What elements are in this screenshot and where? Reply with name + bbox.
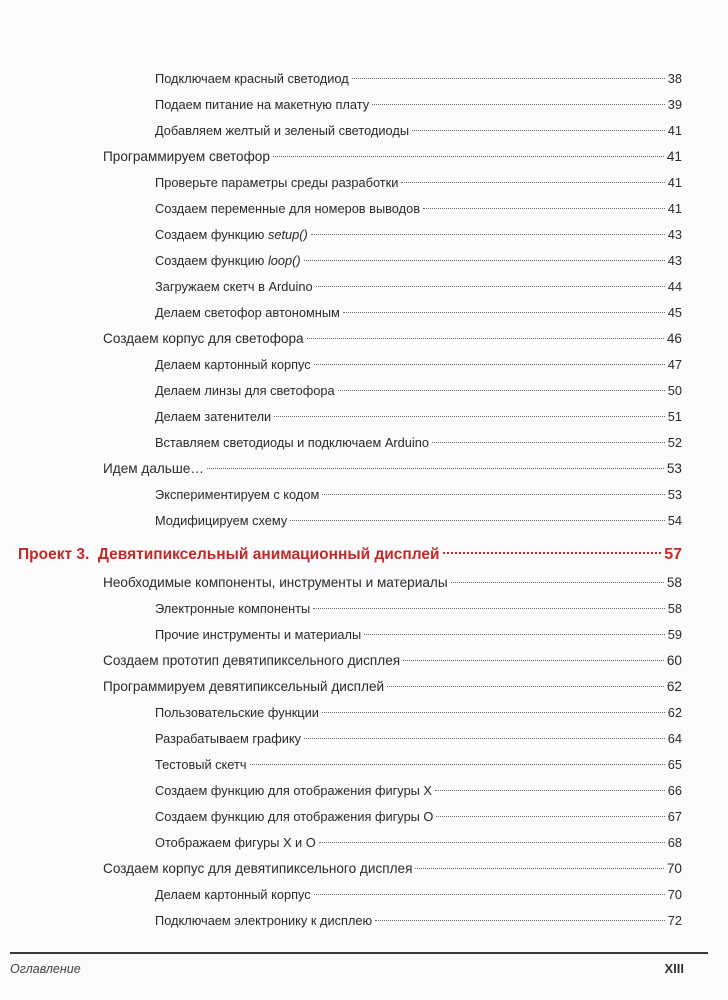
- dot-leader: [423, 208, 665, 209]
- toc-entry-page: 43: [667, 227, 682, 242]
- toc-entry[interactable]: [0, 882, 728, 908]
- dot-leader: [314, 364, 665, 365]
- code-identifier: setup(): [267, 227, 308, 242]
- toc-section[interactable]: [0, 856, 728, 882]
- toc-entry-title: Подключаем красный светодиод: [155, 71, 349, 86]
- toc-entry-title: Создаем функцию для отображения фигуры Х: [155, 783, 432, 798]
- toc-entry[interactable]: [0, 482, 728, 508]
- toc-entry-page: 66: [667, 783, 682, 798]
- toc-entry[interactable]: [0, 92, 728, 118]
- toc-entry-title: Делаем затенители: [155, 409, 272, 424]
- dot-leader: [375, 920, 665, 921]
- toc-entry[interactable]: [0, 596, 728, 622]
- toc-entry-page: 58: [667, 601, 682, 616]
- toc-entry-title: Прочие инструменты и материалы: [155, 627, 362, 642]
- toc-entry[interactable]: [0, 248, 728, 274]
- toc-entry-page: 54: [667, 513, 682, 528]
- toc-entry[interactable]: [0, 378, 728, 404]
- dot-leader: [316, 286, 665, 287]
- toc-section-title: Идем дальше…: [103, 461, 204, 476]
- toc-entry-title-text: Создаем функцию: [155, 227, 268, 242]
- dot-leader: [314, 894, 665, 895]
- toc-project-title: Проект 3. Девятипиксельный анимационный дисплей: [18, 546, 440, 563]
- table-of-contents: [0, 66, 728, 934]
- dot-leader: [319, 842, 665, 843]
- dot-leader: [290, 520, 665, 521]
- toc-entry-title: Проверьте параметры среды разработки: [155, 175, 399, 190]
- toc-entry[interactable]: [0, 700, 728, 726]
- toc-entry-page: 72: [667, 913, 682, 928]
- dot-leader: [372, 104, 665, 105]
- dot-leader: [387, 686, 664, 687]
- dot-leader: [412, 130, 665, 131]
- dot-leader: [451, 582, 664, 583]
- dot-leader: [274, 416, 665, 417]
- toc-entry-title: Создаем переменные для номеров выводов: [155, 201, 421, 216]
- dot-leader: [250, 764, 665, 765]
- toc-entry[interactable]: [0, 404, 728, 430]
- toc-project-page: 57: [664, 546, 682, 563]
- dot-leader: [322, 494, 665, 495]
- toc-entry[interactable]: [0, 804, 728, 830]
- dot-leader: [322, 712, 665, 713]
- toc-entry[interactable]: [0, 118, 728, 144]
- toc-entry-title: [155, 248, 301, 274]
- toc-entry-title: Вставляем светодиоды и подключаем Arduino: [155, 435, 429, 450]
- toc-entry-page: 67: [667, 809, 682, 824]
- toc-section-title: Программируем девятипиксельный дисплей: [103, 679, 385, 694]
- dot-leader: [207, 468, 664, 469]
- toc-entry-title: Подаем питание на макетную плату: [155, 97, 370, 112]
- toc-entry[interactable]: [0, 274, 728, 300]
- toc-entry-title: Делаем линзы для светофора: [155, 383, 335, 398]
- toc-entry[interactable]: [0, 170, 728, 196]
- toc-section-title: Необходимые компоненты, инструменты и материалы: [103, 575, 448, 590]
- toc-entry-page: 59: [667, 627, 682, 642]
- footer-divider: [10, 952, 708, 954]
- footer-section-name: Оглавление: [10, 962, 81, 976]
- toc-entry[interactable]: [0, 430, 728, 456]
- toc-entry-title: [155, 222, 308, 248]
- dot-leader: [436, 816, 664, 817]
- toc-entry-page: 41: [667, 201, 682, 216]
- toc-entry-title: Делаем картонный корпус: [155, 357, 311, 372]
- toc-entry-page: 62: [667, 705, 682, 720]
- dot-leader: [432, 442, 665, 443]
- toc-entry-page: 52: [667, 435, 682, 450]
- toc-section-page: 62: [666, 679, 682, 694]
- toc-entry-page: 70: [667, 887, 682, 902]
- toc-entry-title: Создаем функцию для отображения фигуры О: [155, 809, 434, 824]
- toc-entry-page: 38: [667, 71, 682, 86]
- dot-leader: [415, 868, 663, 869]
- toc-section[interactable]: [0, 674, 728, 700]
- toc-section-page: 58: [666, 575, 682, 590]
- toc-entry-title: Модифицируем схему: [155, 513, 288, 528]
- footer-page-number: XIII: [664, 961, 684, 976]
- toc-entry-title-text: Создаем функцию: [155, 253, 268, 268]
- toc-section[interactable]: [0, 456, 728, 482]
- code-identifier: loop(): [267, 253, 301, 268]
- toc-entry-title: Электронные компоненты: [155, 601, 311, 616]
- dot-leader: [403, 660, 664, 661]
- toc-entry-page: 41: [667, 123, 682, 138]
- toc-entry[interactable]: [0, 300, 728, 326]
- toc-entry[interactable]: [0, 222, 728, 248]
- dot-leader: [313, 608, 665, 609]
- toc-section-page: 60: [666, 653, 682, 668]
- dot-leader: [343, 312, 665, 313]
- toc-section-page: 41: [666, 149, 682, 164]
- toc-entry-title: Делаем светофор автономным: [155, 305, 340, 320]
- toc-section-title: Программируем светофор: [103, 149, 270, 164]
- toc-entry[interactable]: [0, 752, 728, 778]
- toc-entry-title: Загружаем скетч в Arduino: [155, 279, 313, 294]
- toc-entry[interactable]: [0, 196, 728, 222]
- toc-section-page: 46: [666, 331, 682, 346]
- dot-leader: [338, 390, 665, 391]
- toc-entry[interactable]: [0, 726, 728, 752]
- toc-entry-page: 47: [667, 357, 682, 372]
- toc-entry-page: 39: [667, 97, 682, 112]
- toc-section[interactable]: [0, 144, 728, 170]
- dot-leader: [352, 78, 665, 79]
- toc-entry-page: 44: [667, 279, 682, 294]
- dot-leader: [304, 738, 665, 739]
- toc-entry[interactable]: [0, 66, 728, 92]
- toc-section-page: 70: [666, 861, 682, 876]
- toc-section-page: 53: [666, 461, 682, 476]
- toc-section[interactable]: [0, 570, 728, 596]
- dot-leader: [443, 552, 662, 554]
- dot-leader: [273, 156, 664, 157]
- dot-leader: [435, 790, 665, 791]
- dot-leader: [401, 182, 664, 183]
- toc-entry-title: Отображаем фигуры Х и О: [155, 835, 316, 850]
- toc-entry[interactable]: [0, 352, 728, 378]
- dot-leader: [364, 634, 665, 635]
- toc-entry-page: 51: [667, 409, 682, 424]
- toc-entry-page: 45: [667, 305, 682, 320]
- toc-entry[interactable]: [0, 508, 728, 534]
- toc-entry-page: 43: [667, 253, 682, 268]
- toc-entry[interactable]: [0, 908, 728, 934]
- toc-project-heading[interactable]: [0, 540, 728, 570]
- toc-entry-page: 65: [667, 757, 682, 772]
- toc-section[interactable]: [0, 648, 728, 674]
- toc-section-title: Создаем прототип девятипиксельного дисплея: [103, 653, 401, 668]
- toc-section-title: Создаем корпус для девятипиксельного дисплея: [103, 861, 413, 876]
- toc-entry[interactable]: [0, 622, 728, 648]
- toc-entry-title: Тестовый скетч: [155, 757, 247, 772]
- toc-entry[interactable]: [0, 778, 728, 804]
- toc-entry-title: Делаем картонный корпус: [155, 887, 311, 902]
- toc-entry-title: Добавляем желтый и зеленый светодиоды: [155, 123, 410, 138]
- dot-leader: [307, 338, 664, 339]
- toc-entry-title: Подключаем электронику к дисплею: [155, 913, 373, 928]
- toc-entry-page: 53: [667, 487, 682, 502]
- dot-leader: [311, 234, 665, 235]
- toc-entry-title: Пользовательские функции: [155, 705, 319, 720]
- toc-entry[interactable]: [0, 830, 728, 856]
- toc-entry-page: 50: [667, 383, 682, 398]
- toc-entry-page: 68: [667, 835, 682, 850]
- dot-leader: [304, 260, 665, 261]
- toc-entry-page: 41: [667, 175, 682, 190]
- toc-section[interactable]: [0, 326, 728, 352]
- toc-entry-page: 64: [667, 731, 682, 746]
- toc-entry-title: Разрабатываем графику: [155, 731, 302, 746]
- toc-entry-title: Экспериментируем с кодом: [155, 487, 320, 502]
- toc-section-title: Создаем корпус для светофора: [103, 331, 304, 346]
